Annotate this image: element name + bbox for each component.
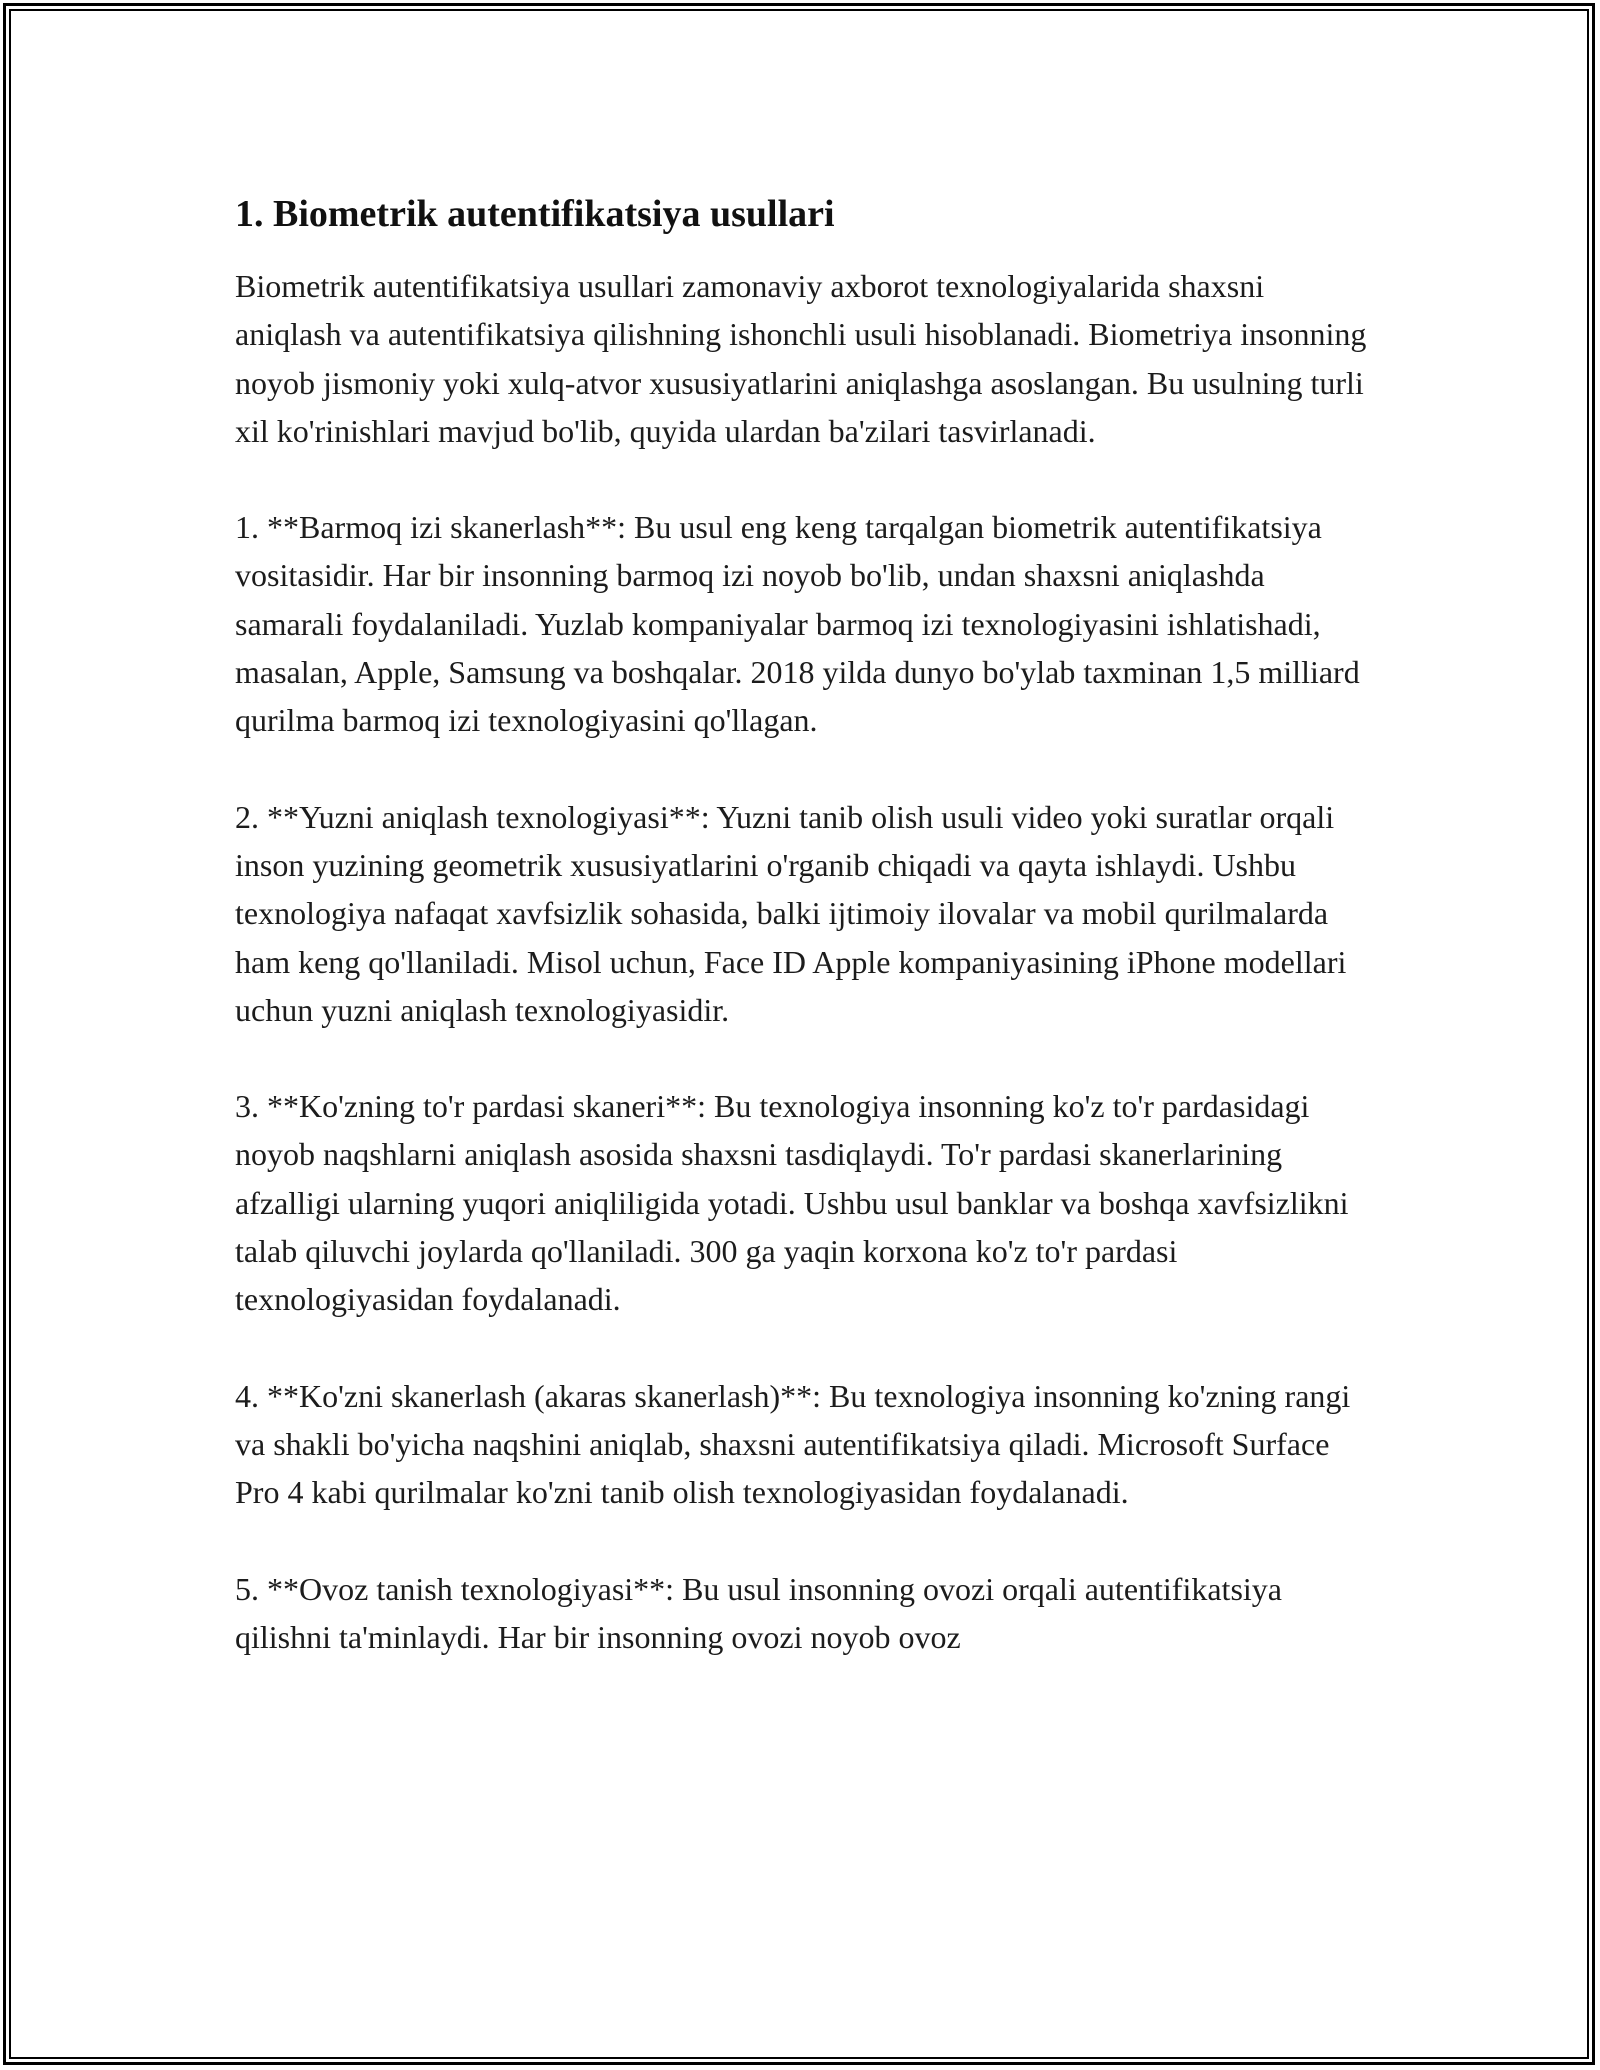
section-heading: 1. Biometrik autentifikatsiya usullari [235, 193, 835, 235]
intro-paragraph: Biometrik autentifikatsiya usullari zamonaviy axborot texnologiyalarida shaxsni aniqlash va autentifikatsiya qilishning ishonchli usuli hisoblanadi. Biometriya insonning noyob jismoniy yoki xulq-atvor xususiyatlarini aniqlashga asoslangan. Bu usulning turli xil ko'rinishlari mavjud bo'lib, quyida ulardan ba'zilari tasvirlanadi. [235, 268, 1367, 449]
list-item-face-recognition: 2. **Yuzni aniqlash texnologiyasi**: Yuzni tanib olish usuli video yoki suratlar orqali inson yuzining geometrik xususiyatlarini o'rganib chiqadi va qayta ishlaydi. Ushbu texnologiya nafaqat xavfsizlik sohasida, balki ijtimoiy ilovalar va mobil qurilmalarda ham keng qo'llaniladi. Misol uchun, Face ID Apple kompaniyasining iPhone modellari uchun yuzni aniqlash texnologiyasidir. [235, 798, 1347, 1028]
list-item-iris-scanning: 4. **Ko'zni skanerlash (akaras skanerlash)**: Bu texnologiya insonning ko'zning rangi va shakli bo'yicha naqshini aniqlab, shaxsni autentifikatsiya qiladi. Microsoft Surface Pro 4 kabi qurilmalar ko'zni tanib olish texnologiyasidan foydalanadi. [235, 1377, 1351, 1511]
list-item-voice-recognition: 5. **Ovoz tanish texnologiyasi**: Bu usul insonning ovozi orqali autentifikatsiya qilishni ta'minlaydi. Har bir insonning ovozi noyob ovoz [235, 1570, 1282, 1655]
list-item-retina-scanner: 3. **Ko'zning to'r pardasi skaneri**: Bu texnologiya insonning ko'z to'r pardasidagi noyob naqshlarni aniqlash asosida shaxsni tasdiqlaydi. To'r pardasi skanerlarining afzalligi ularning yuqori aniqliligida yotadi. Ushbu usul banklar va boshqa xavfsizlikni talab qiluvchi joylarda qo'llaniladi. 300 ga yaqin korxona ko'z to'r pardasi texnologiyasidan foydalanadi. [235, 1088, 1349, 1318]
list-item-fingerprint: 1. **Barmoq izi skanerlash**: Bu usul eng keng tarqalgan biometrik autentifikatsiya vositasidir. Har bir insonning barmoq izi noyob bo'lib, undan shaxsni aniqlashda samarali foydalaniladi. Yuzlab kompaniyalar barmoq izi texnologiyasini ishlatishadi, masalan, Apple, Samsung va boshqalar. 2018 yilda dunyo bo'ylab taxminan 1,5 milliard qurilma barmoq izi texnologiyasini qo'llagan. [235, 509, 1360, 739]
document-body [235, 188, 1375, 1661]
